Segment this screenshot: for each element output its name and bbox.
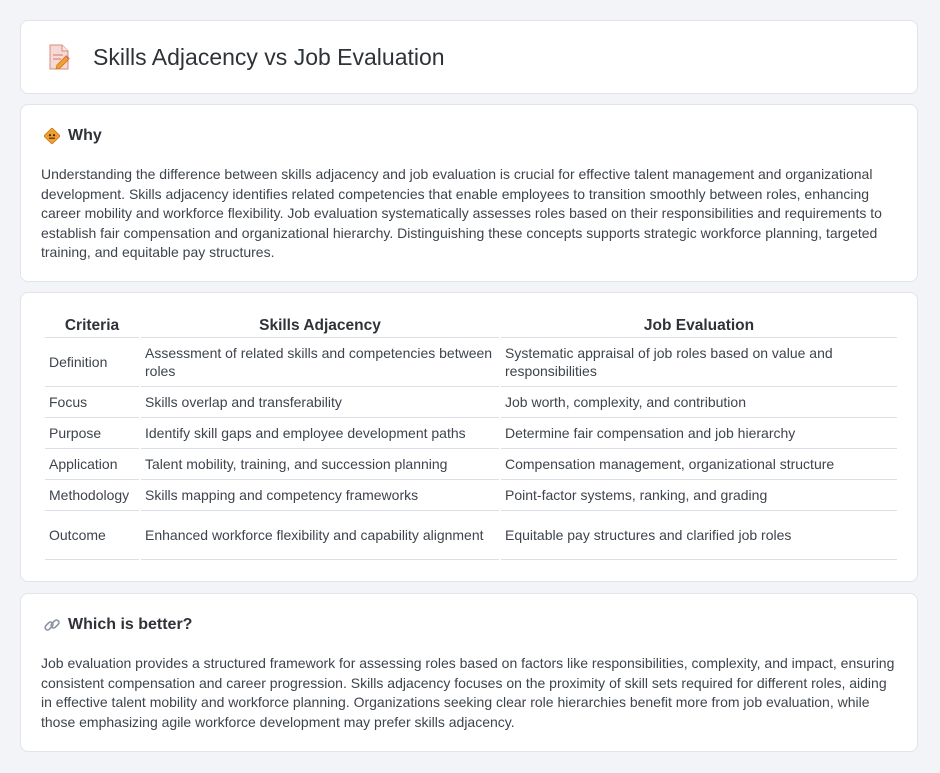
better-heading: Which is better? [68,616,193,633]
row-skills-adjacency: Identify skill gaps and employee development paths [141,418,499,449]
road-sign-icon [43,127,61,145]
row-criteria: Application [45,449,139,480]
row-skills-adjacency: Assessment of related skills and competencies between roles [141,338,499,387]
row-criteria: Definition [45,338,139,387]
row-job-evaluation: Systematic appraisal of job roles based on value and responsibilities [501,338,897,387]
row-skills-adjacency: Talent mobility, training, and succession planning [141,449,499,480]
title-row [47,43,445,71]
row-skills-adjacency: Enhanced workforce flexibility and capability alignment [141,511,499,560]
row-job-evaluation: Equitable pay structures and clarified job roles [501,511,897,560]
row-skills-adjacency: Skills overlap and transferability [141,387,499,418]
better-heading-row [43,616,192,634]
row-skills-adjacency: Skills mapping and competency frameworks [141,480,499,511]
header-job-evaluation: Job Evaluation [501,315,897,338]
header-skills-adjacency: Skills Adjacency [141,315,499,338]
why-heading: Why [68,127,102,144]
row-criteria: Methodology [45,480,139,511]
table-row [45,418,897,449]
document-edit-icon [47,43,71,71]
row-job-evaluation: Job worth, complexity, and contribution [501,387,897,418]
title-card [20,20,918,94]
table-row [45,449,897,480]
better-text: Job evaluation provides a structured framework for assessing roles based on factors like responsibilities, complexity, and impact, ensuring consistent compensation and career progression. Skills adjacency focuses on the proximity of skill sets required for different roles, aiding in effective talent mobility and workforce planning. Organizations seeking clear role hierarchies benefit more from job evaluation, while those emphasizing agile workforce development may prefer skills adjacency. [41,655,895,730]
header-criteria: Criteria [45,315,139,338]
table-row [45,511,897,560]
table-header-row [45,315,897,338]
row-job-evaluation: Point-factor systems, ranking, and grading [501,480,897,511]
link-icon [43,616,61,634]
why-heading-row [43,127,102,145]
comparison-table [43,315,899,560]
row-job-evaluation: Determine fair compensation and job hierarchy [501,418,897,449]
row-criteria: Purpose [45,418,139,449]
row-criteria: Focus [45,387,139,418]
why-section [20,104,918,282]
row-job-evaluation: Compensation management, organizational structure [501,449,897,480]
which-better-section [20,593,918,752]
row-criteria: Outcome [45,511,139,560]
table-row [45,338,897,387]
table-row [45,387,897,418]
comparison-section [20,292,918,582]
page-title: Skills Adjacency vs Job Evaluation [93,43,445,70]
table-row [45,480,897,511]
why-text: Understanding the difference between skills adjacency and job evaluation is crucial for effective talent management and organizational development. Skills adjacency identifies related competencies that enable employees to transition smoothly between roles, enhancing career mobility and workforce flexibility. Job evaluation systematically assesses roles based on their responsibilities and requirements to establish fair compensation and organizational hierarchy. Distinguishing these concepts supports strategic workforce planning, targeted training, and equitable pay structures. [41,166,882,260]
